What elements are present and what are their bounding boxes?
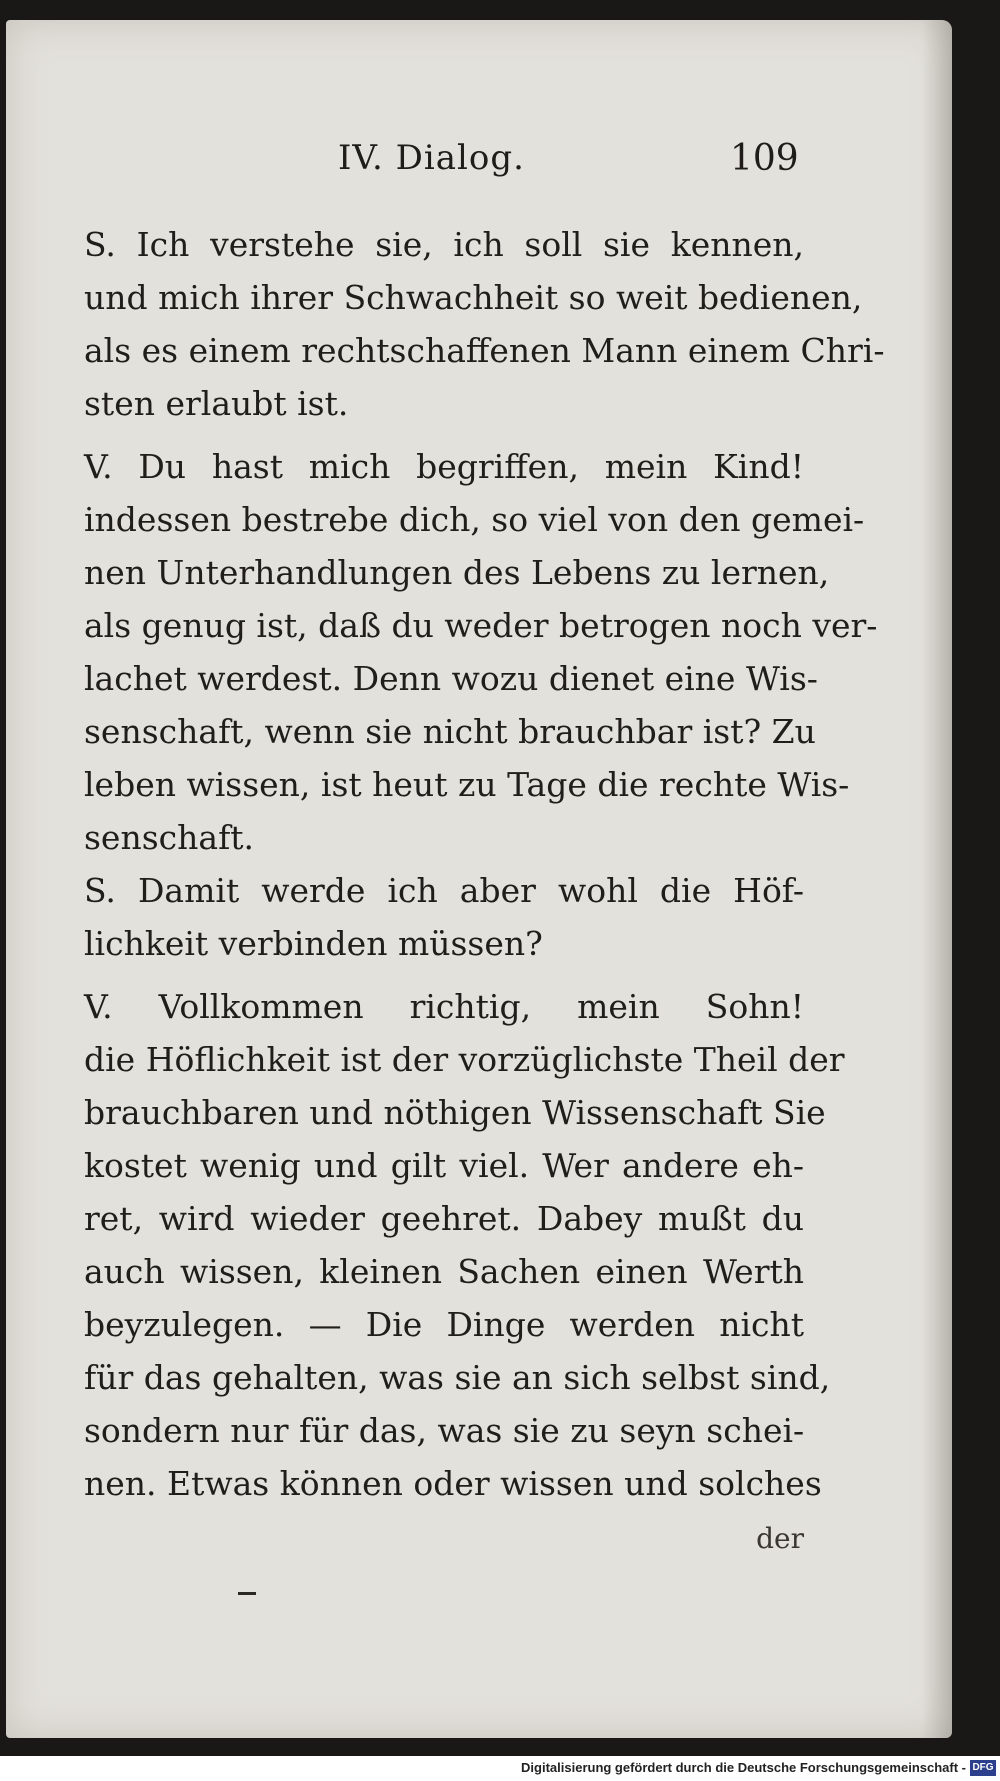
text-line: lachet werdest. Denn wozu dienet eine Wis- bbox=[84, 659, 818, 698]
paper-page bbox=[6, 20, 952, 1738]
digitization-footer bbox=[0, 1756, 1000, 1781]
text-line: ret, wird wieder geehret. Dabey mußt du bbox=[84, 1199, 804, 1238]
catchword: der bbox=[756, 1522, 804, 1555]
ink-mark bbox=[238, 1592, 256, 1595]
text-line: V. Du hast mich begriffen, mein Kind! bbox=[84, 447, 804, 486]
text-line: lichkeit verbinden müssen? bbox=[84, 924, 543, 963]
running-title: IV. Dialog. bbox=[338, 138, 525, 178]
running-head bbox=[6, 138, 952, 190]
page-edge-shadow bbox=[922, 20, 952, 1738]
text-line: nen. Etwas können oder wissen und solches bbox=[84, 1464, 822, 1503]
text-line: senschaft. bbox=[84, 818, 255, 857]
paragraph bbox=[84, 864, 804, 970]
paragraph-gap bbox=[84, 970, 804, 980]
text-line: senschaft, wenn sie nicht brauchbar ist? Zu bbox=[84, 712, 816, 751]
text-line: für das gehalten, was sie an sich selbst sind, bbox=[84, 1358, 831, 1397]
paragraph bbox=[84, 980, 845, 1510]
text-line: leben wissen, ist heut zu Tage die rechte Wis- bbox=[84, 765, 850, 804]
text-line: brauchbaren und nöthigen Wissenschaft Sie bbox=[84, 1093, 826, 1132]
catchword-row bbox=[84, 1510, 804, 1568]
paragraph bbox=[84, 440, 878, 864]
text-line: V. Vollkommen richtig, mein Sohn! bbox=[84, 987, 804, 1026]
text-line: und mich ihrer Schwachheit so weit bedienen, bbox=[84, 278, 863, 317]
text-line: als es einem rechtschaffenen Mann einem Chri- bbox=[84, 331, 885, 370]
body-text bbox=[84, 218, 885, 1568]
text-line: S. Damit werde ich aber wohl die Höf- bbox=[84, 871, 804, 910]
paragraph-gap bbox=[84, 430, 804, 440]
text-line: S. Ich verstehe sie, ich soll sie kennen, bbox=[84, 225, 804, 264]
funding-notice: Digitalisierung gefördert durch die Deutsche Forschungsgemeinschaft - bbox=[521, 1760, 966, 1775]
text-line: sten erlaubt ist. bbox=[84, 384, 349, 423]
text-line: die Höflichkeit ist der vorzüglichste Theil der bbox=[84, 1040, 845, 1079]
text-line: als genug ist, daß du weder betrogen noch ver- bbox=[84, 606, 878, 645]
text-line: kostet wenig und gilt viel. Wer andere eh- bbox=[84, 1146, 804, 1185]
text-line: beyzulegen. — Die Dinge werden nicht bbox=[84, 1305, 804, 1344]
text-line: auch wissen, kleinen Sachen einen Werth bbox=[84, 1252, 804, 1291]
paragraph bbox=[84, 218, 885, 430]
dfg-logo: DFG bbox=[970, 1760, 996, 1776]
text-line: nen Unterhandlungen des Lebens zu lernen, bbox=[84, 553, 830, 592]
text-line: indessen bestrebe dich, so viel von den gemei- bbox=[84, 500, 865, 539]
page-number: 109 bbox=[730, 138, 799, 179]
text-line: sondern nur für das, was sie zu seyn schei- bbox=[84, 1411, 805, 1450]
